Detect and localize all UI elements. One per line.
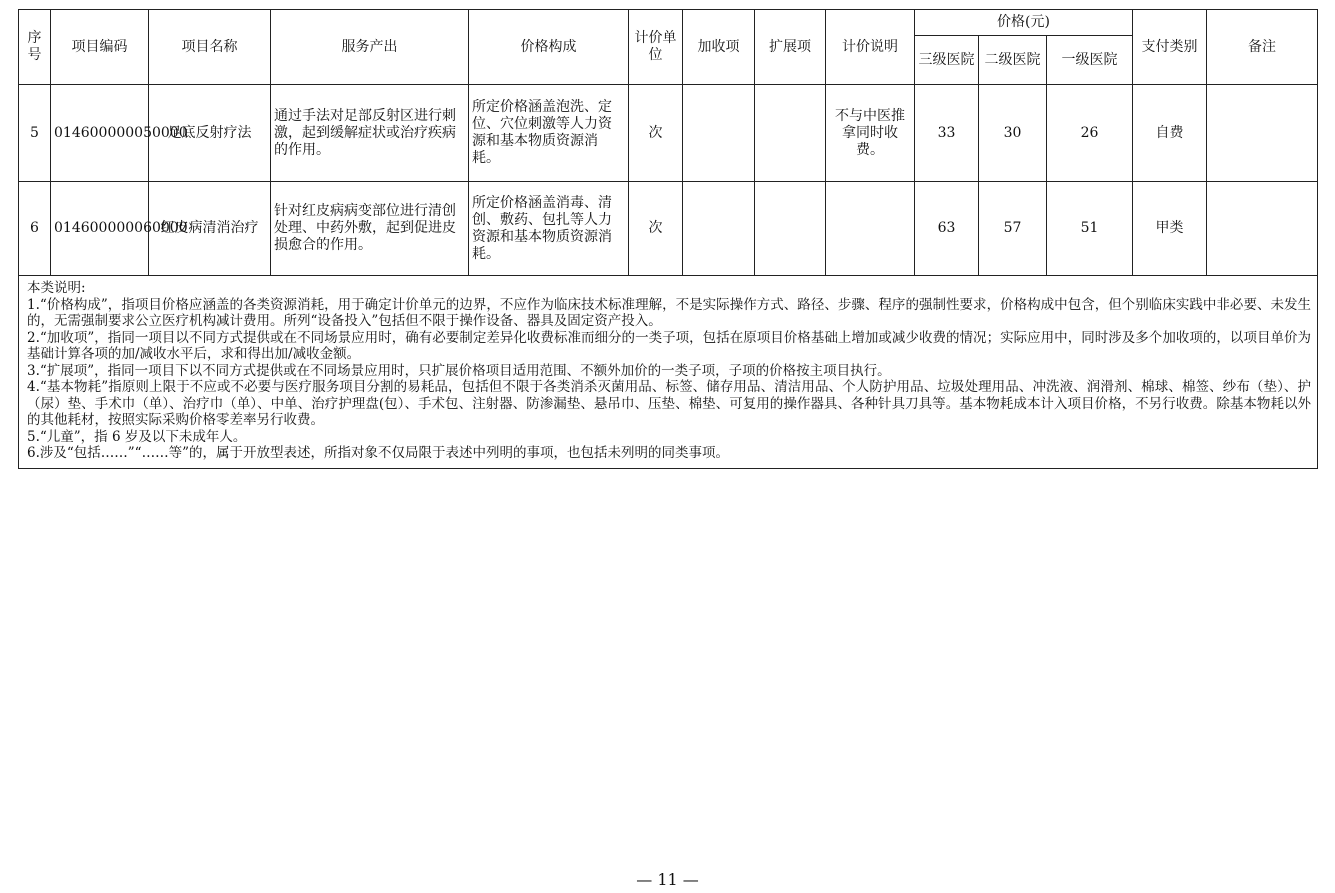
table-row	[19, 182, 1318, 276]
header-service: 服务产出	[271, 10, 469, 85]
cell-name: 足底反射疗法	[149, 85, 271, 182]
header-composition: 价格构成	[469, 10, 629, 85]
cell-service: 针对红皮病病变部位进行清创处理、中药外敷，起到促进皮损愈合的作用。	[271, 182, 469, 276]
cell-remark	[1207, 182, 1318, 276]
note-item: 6.涉及“包括……”“……等”的，属于开放型表述，所指对象不仅局限于表述中列明的事项，也包括未列明的同类事项。	[27, 445, 729, 461]
cell-level3-price: 63	[915, 182, 979, 276]
header-payment: 支付类别	[1133, 10, 1207, 85]
cell-payment: 自费	[1133, 85, 1207, 182]
note-item: 1.“价格构成”，指项目价格应涵盖的各类资源消耗，用于确定计价单元的边界，不应作为临床技术标准理解，不是实际操作方式、路径、步骤、程序的强制性要求，价格构成中包含，但个别临床实践中非必要、未发生的，无需强制要求公立医疗机构减计费用。所列“设备投入”包括但不限于操作设备、器具及固定资产投入。	[27, 296, 1312, 329]
header-name: 项目名称	[149, 10, 271, 85]
notes-title: 本类说明:	[27, 280, 86, 296]
cell-surcharge	[683, 85, 755, 182]
cell-seq: 5	[19, 85, 51, 182]
notes-cell	[19, 276, 1318, 469]
cell-code: 014600000050000	[51, 85, 149, 182]
header-seq: 序号	[19, 10, 51, 85]
header-level1-hospital: 一级医院	[1047, 36, 1133, 85]
cell-composition: 所定价格涵盖消毒、清创、敷药、包扎等人力资源和基本物质资源消耗。	[469, 182, 629, 276]
cell-extension	[755, 182, 826, 276]
header-unit: 计价单位	[629, 10, 683, 85]
cell-pricing-note	[826, 182, 915, 276]
cell-extension	[755, 85, 826, 182]
price-table	[18, 9, 1318, 469]
notes-row	[19, 276, 1318, 469]
cell-unit: 次	[629, 85, 683, 182]
header-price-group: 价格(元)	[915, 10, 1133, 36]
note-item: 2.“加收项”，指同一项目以不同方式提供或在不同场景应用时，确有必要制定差异化收费标准而细分的一类子项，包括在原项目价格基础上增加或减少收费的情况；实际应用中，同时涉及多个加收项的，以项目单价为基础计算各项的加/减收水平后，求和得出加/减收金额。	[27, 329, 1312, 362]
cell-pricing-note: 不与中医推拿同时收费。	[826, 85, 915, 182]
cell-service: 通过手法对足部反射区进行刺激，起到缓解症状或治疗疾病的作用。	[271, 85, 469, 182]
header-remark: 备注	[1207, 10, 1318, 85]
price-table-section	[18, 9, 1317, 469]
header-extension: 扩展项	[755, 10, 826, 85]
cell-level1-price: 26	[1047, 85, 1133, 182]
cell-code: 014600000060000	[51, 182, 149, 276]
cell-name: 红皮病清消治疗	[149, 182, 271, 276]
cell-level2-price: 57	[979, 182, 1047, 276]
cell-unit: 次	[629, 182, 683, 276]
cell-composition: 所定价格涵盖泡洗、定位、穴位刺激等人力资源和基本物质资源消耗。	[469, 85, 629, 182]
cell-seq: 6	[19, 182, 51, 276]
header-code: 项目编码	[51, 10, 149, 85]
cell-remark	[1207, 85, 1318, 182]
cell-level1-price: 51	[1047, 182, 1133, 276]
note-item: 4.“基本物耗”指原则上限于不应或不必要与医疗服务项目分割的易耗品，包括但不限于各类消杀灭菌用品、标签、储存用品、清洁用品、个人防护用品、垃圾处理用品、冲洗液、润滑剂、棉球、棉签、纱布（垫）、护（尿）垫、手术巾（单）、治疗巾（单）、中单、治疗护理盘(包）、手术包、注射器、防渗漏垫、悬吊巾、压垫、棉垫、可复用的操作器具、各种针具刀具等。基本物耗成本计入项目价格，不另行收费。除基本物耗以外的其他耗材，按照实际采购价格零差率另行收费。	[27, 379, 1312, 428]
header-surcharge: 加收项	[683, 10, 755, 85]
cell-level2-price: 30	[979, 85, 1047, 182]
page-number: — 11 —	[636, 870, 699, 889]
table-row	[19, 85, 1318, 182]
header-level2-hospital: 二级医院	[979, 36, 1047, 85]
header-pricing-note: 计价说明	[826, 10, 915, 85]
note-item: 5.“儿童”，指 6 岁及以下未成年人。	[27, 428, 247, 445]
cell-surcharge	[683, 182, 755, 276]
cell-payment: 甲类	[1133, 182, 1207, 276]
header-level3-hospital: 三级医院	[915, 36, 979, 85]
note-item: 3.“扩展项”，指同一项目下以不同方式提供或在不同场景应用时，只扩展价格项目适用范围、不额外加价的一类子项，子项的价格按主项目执行。	[27, 362, 891, 379]
cell-level3-price: 33	[915, 85, 979, 182]
